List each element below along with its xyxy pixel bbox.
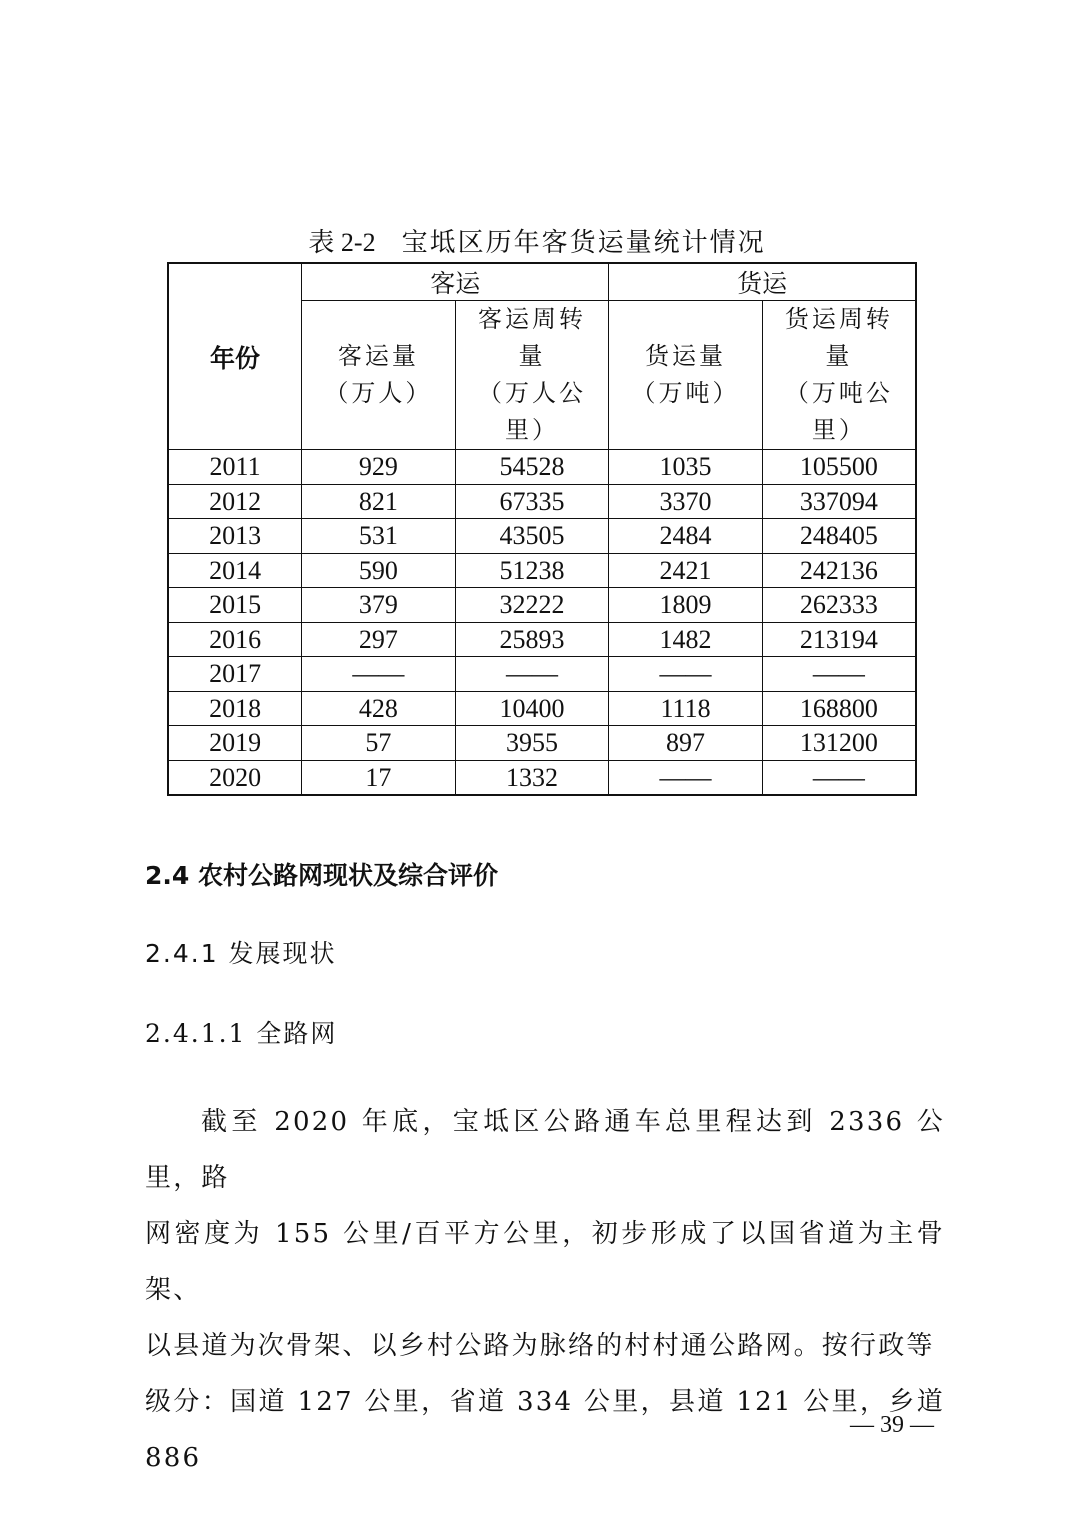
passenger-turnover-cell: 1332 [455, 760, 609, 795]
passenger-volume-cell: 57 [302, 726, 456, 761]
freight-volume-cell: —— [609, 657, 763, 692]
freight-turnover-header-unit: 里） [811, 416, 866, 444]
year-cell: 2012 [168, 484, 302, 519]
year-cell: 2014 [168, 553, 302, 588]
passenger-turnover-cell: 54528 [455, 450, 609, 485]
year-column-header: 年份 [168, 263, 302, 450]
body-paragraph [145, 1094, 945, 1486]
passenger-turnover-cell: 32222 [455, 588, 609, 623]
section-heading: 2.4 农村公路网现状及综合评价 [145, 861, 498, 890]
year-cell: 2016 [168, 622, 302, 657]
passenger-turnover-header-line: 量 [518, 342, 546, 370]
table-row [168, 553, 916, 588]
passenger-volume-cell: 590 [302, 553, 456, 588]
freight-volume-header [609, 301, 763, 450]
freight-turnover-cell: 213194 [762, 622, 916, 657]
paragraph-line: 网密度为 155 公里/百平方公里，初步形成了以国省道为主骨架、 [145, 1219, 945, 1305]
table-row [168, 450, 916, 485]
freight-turnover-cell: 105500 [762, 450, 916, 485]
table-row [168, 760, 916, 795]
freight-volume-cell: 897 [609, 726, 763, 761]
freight-group-header: 货运 [609, 263, 916, 301]
freight-turnover-header-line: 货运周转 [784, 305, 893, 333]
passenger-volume-header-unit: （万人） [324, 379, 433, 407]
freight-volume-cell: 2421 [609, 553, 763, 588]
transport-statistics-table [167, 262, 917, 796]
subsubsection-heading: 2.4.1.1 全路网 [145, 1019, 338, 1048]
table-group-header-row [168, 263, 916, 301]
year-cell: 2018 [168, 691, 302, 726]
paragraph-line: 级分：国道 127 公里，省道 334 公里，县道 121 公里，乡道 886 [145, 1387, 945, 1473]
passenger-volume-cell: 379 [302, 588, 456, 623]
freight-turnover-header-line: 量 [825, 342, 853, 370]
passenger-turnover-header-line: 客运周转 [477, 305, 586, 333]
passenger-turnover-header-unit: 里） [504, 416, 559, 444]
passenger-volume-cell: 428 [302, 691, 456, 726]
freight-volume-cell: 1118 [609, 691, 763, 726]
passenger-volume-header-line: 客运量 [337, 342, 419, 370]
table-caption [0, 222, 1074, 259]
freight-volume-header-line: 货运量 [645, 342, 727, 370]
subsection-heading: 2.4.1 发展现状 [145, 939, 337, 968]
passenger-turnover-cell: 3955 [455, 726, 609, 761]
freight-volume-cell: 1482 [609, 622, 763, 657]
freight-turnover-cell: 262333 [762, 588, 916, 623]
freight-volume-cell: 2484 [609, 519, 763, 554]
table-row [168, 691, 916, 726]
year-cell: 2015 [168, 588, 302, 623]
passenger-volume-cell: 531 [302, 519, 456, 554]
passenger-volume-cell: 929 [302, 450, 456, 485]
paragraph-line: 截至 2020 年底，宝坻区公路通车总里程达到 2336 公里，路 [145, 1107, 945, 1193]
freight-turnover-cell: 168800 [762, 691, 916, 726]
table-row [168, 484, 916, 519]
passenger-turnover-cell: 43505 [455, 519, 609, 554]
passenger-volume-cell: —— [302, 657, 456, 692]
page-number: — 39 — [850, 1412, 934, 1438]
passenger-volume-cell: 821 [302, 484, 456, 519]
freight-turnover-cell: 248405 [762, 519, 916, 554]
passenger-group-header: 客运 [302, 263, 609, 301]
paragraph-line: 以县道为次骨架、以乡村公路为脉络的村村通公路网。按行政等 [145, 1331, 935, 1361]
passenger-volume-cell: 297 [302, 622, 456, 657]
year-cell: 2017 [168, 657, 302, 692]
freight-turnover-cell: 337094 [762, 484, 916, 519]
freight-turnover-cell: 242136 [762, 553, 916, 588]
table-body [168, 450, 916, 796]
passenger-turnover-cell: 67335 [455, 484, 609, 519]
freight-turnover-cell: 131200 [762, 726, 916, 761]
passenger-turnover-header [455, 301, 609, 450]
passenger-turnover-header-unit: （万人公 [477, 379, 586, 407]
table-caption-title: 宝坻区历年客货运量统计情况 [401, 228, 766, 258]
passenger-turnover-cell: 10400 [455, 691, 609, 726]
year-cell: 2011 [168, 450, 302, 485]
year-cell: 2020 [168, 760, 302, 795]
year-cell: 2019 [168, 726, 302, 761]
freight-turnover-cell: —— [762, 657, 916, 692]
passenger-turnover-cell: 25893 [455, 622, 609, 657]
freight-volume-cell: 1809 [609, 588, 763, 623]
year-cell: 2013 [168, 519, 302, 554]
freight-turnover-header-unit: （万吨公 [784, 379, 893, 407]
table-row [168, 657, 916, 692]
table-caption-number: 表 2-2 [308, 228, 376, 257]
freight-volume-cell: —— [609, 760, 763, 795]
freight-turnover-cell: —— [762, 760, 916, 795]
freight-turnover-header [762, 301, 916, 450]
freight-volume-cell: 3370 [609, 484, 763, 519]
passenger-volume-header [302, 301, 456, 450]
table-row [168, 519, 916, 554]
table-row [168, 622, 916, 657]
passenger-turnover-cell: 51238 [455, 553, 609, 588]
passenger-turnover-cell: —— [455, 657, 609, 692]
freight-volume-header-unit: （万吨） [631, 379, 740, 407]
table-row [168, 726, 916, 761]
table-row [168, 588, 916, 623]
freight-volume-cell: 1035 [609, 450, 763, 485]
passenger-volume-cell: 17 [302, 760, 456, 795]
